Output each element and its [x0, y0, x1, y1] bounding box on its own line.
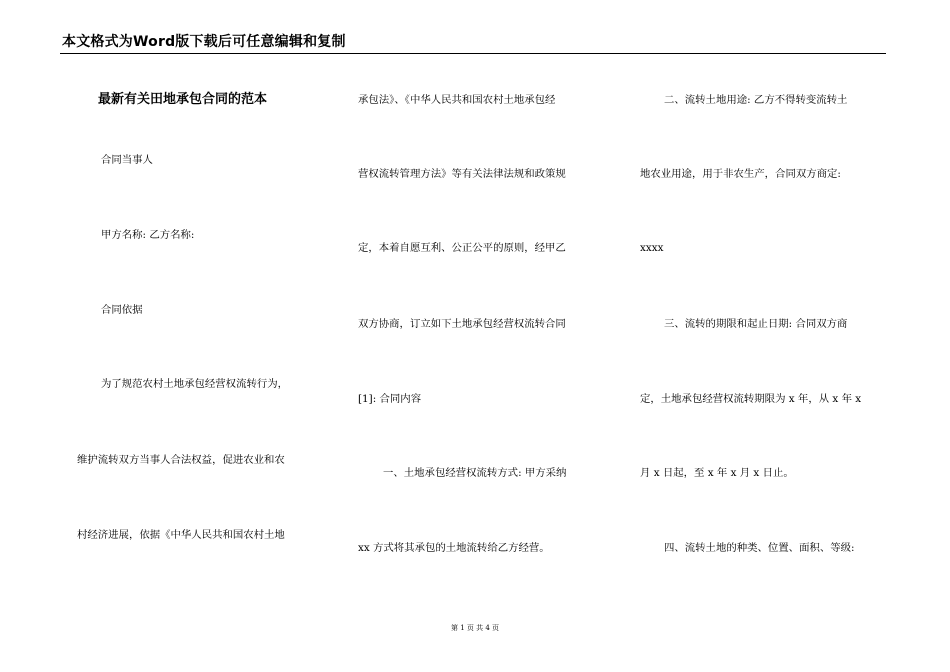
- document-title: 最新有关田地承包合同的范本: [98, 92, 268, 107]
- text-line: 营权流转管理方法》等有关法律法规和政策规: [358, 168, 566, 180]
- text-line: 村经济进展，依据《中华人民共和国农村土地: [77, 529, 285, 541]
- text-line: 定，土地承包经营权流转期限为 x 年，从 x 年 x: [640, 393, 862, 405]
- text-line: 四、流转土地的种类、位置、面积、等级:: [664, 542, 855, 554]
- text-line: 合同当事人: [101, 154, 153, 166]
- header-title: 本文格式为Word版下载后可任意编辑和复制: [62, 34, 346, 50]
- text-line: xxxx: [640, 242, 664, 254]
- text-line: 双方协商，订立如下土地承包经营权流转合同: [358, 318, 566, 330]
- page-number: 第 1 页 共 4 页: [450, 624, 500, 632]
- text-line: 三、流转的期限和起止日期: 合同双方商: [664, 318, 848, 330]
- text-line: 甲方名称: 乙方名称:: [101, 229, 195, 241]
- text-line: 合同依据: [101, 304, 143, 316]
- text-line: 定，本着自愿互利、公正公平的原则，经甲乙: [358, 242, 566, 254]
- text-line: xx 方式将其承包的土地流转给乙方经营。: [358, 542, 550, 554]
- text-line: 维护流转双方当事人合法权益，促进农业和农: [77, 454, 285, 466]
- header-divider: [60, 53, 886, 54]
- text-line: 为了规范农村土地承包经营权流转行为，: [101, 378, 289, 390]
- text-line: 二、流转土地用途: 乙方不得转变流转土: [664, 94, 848, 106]
- text-line: 一、土地承包经营权流转方式: 甲方采纳: [383, 467, 567, 479]
- text-line: [1]: 合同内容: [358, 393, 422, 405]
- text-line: 地农业用途，用于非农生产，合同双方商定:: [640, 168, 841, 180]
- text-line: 月 x 日起，至 x 年 x 月 x 日止。: [640, 467, 794, 479]
- text-line: 承包法》、《中华人民共和国农村土地承包经: [358, 94, 556, 106]
